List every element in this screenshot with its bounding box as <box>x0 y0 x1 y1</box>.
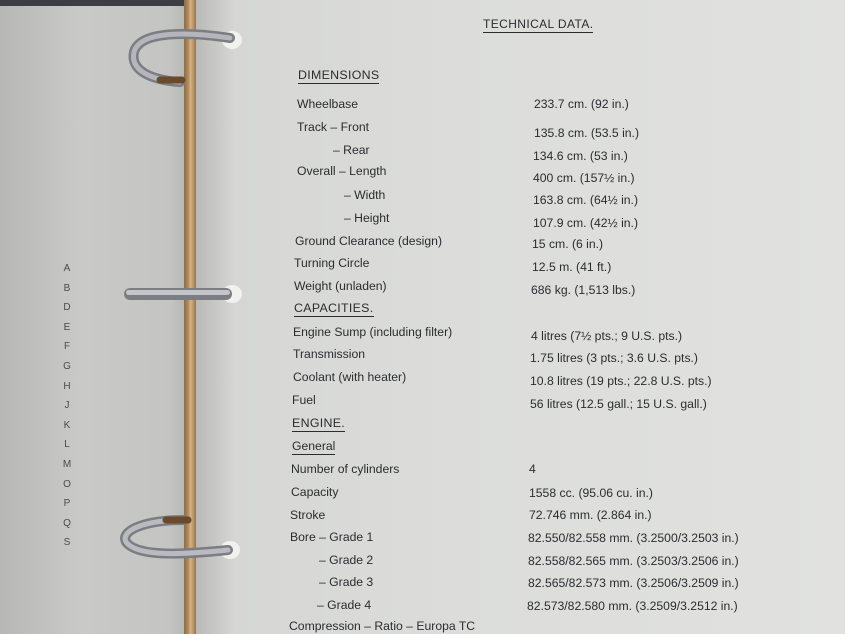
spec-label: Fuel <box>292 393 316 407</box>
spec-value: 72.746 mm. (2.864 in.) <box>529 508 652 522</box>
page-title: TECHNICAL DATA. <box>483 17 594 31</box>
spec-value: 82.573/82.580 mm. (3.2509/3.2512 in.) <box>527 599 738 613</box>
spec-value: 4 <box>529 462 536 476</box>
index-letter: P <box>63 498 71 510</box>
spec-label: – Grade 2 <box>319 553 374 567</box>
spec-label: Coolant (with heater) <box>293 370 407 384</box>
spec-label: Capacity <box>291 485 339 499</box>
spec-label: – Rear <box>333 143 370 157</box>
spec-label: Compression – Ratio – Europa TC <box>289 619 476 633</box>
spec-value: 15 cm. (6 in.) <box>532 237 604 251</box>
index-letter: O <box>63 478 71 490</box>
spec-label: Weight (unladen) <box>294 279 387 293</box>
spec-value: 1.75 litres (3 pts.; 3.6 U.S. pts.) <box>530 351 698 365</box>
spec-label: Number of cylinders <box>291 462 400 476</box>
section-heading-engine: ENGINE. <box>292 416 346 430</box>
spec-value: 686 kg. (1,513 lbs.) <box>531 283 636 297</box>
spec-label: Engine Sump (including filter) <box>293 325 453 339</box>
spec-label: – Grade 4 <box>317 598 372 612</box>
spec-value: 82.550/82.558 mm. (3.2500/3.2503 in.) <box>528 531 739 545</box>
spec-value: 82.565/82.573 mm. (3.2506/3.2509 in.) <box>528 576 739 590</box>
index-letter: F <box>63 341 71 353</box>
index-letter: L <box>64 439 70 451</box>
spec-value: 134.6 cm. (53 in.) <box>533 149 628 163</box>
spec-value: 135.8 cm. (53.5 in.) <box>534 126 639 140</box>
spec-value: 12.5 m. (41 ft.) <box>532 260 612 274</box>
subsection-heading-general: General <box>292 439 336 453</box>
spec-label: – Height <box>344 211 390 225</box>
section-heading-dimensions: DIMENSIONS <box>298 68 380 82</box>
spec-value: 107.9 cm. (42½ in.) <box>533 216 638 230</box>
spec-label: – Grade 3 <box>319 575 374 589</box>
spec-value: 163.8 cm. (64½ in.) <box>533 193 638 207</box>
index-letter: D <box>63 302 71 314</box>
index-letter: Q <box>63 517 71 529</box>
spec-value: 56 litres (12.5 gall.; 15 U.S. gall.) <box>530 397 707 411</box>
spec-value: 10.8 litres (19 pts.; 22.8 U.S. pts.) <box>530 374 712 388</box>
index-letter: E <box>63 321 71 333</box>
spec-label: Stroke <box>290 508 326 522</box>
spec-value: 233.7 cm. (92 in.) <box>534 97 629 111</box>
index-letter: J <box>64 400 70 412</box>
spec-label: Turning Circle <box>294 256 370 270</box>
index-letter: B <box>63 282 71 294</box>
spec-label: Transmission <box>293 347 366 361</box>
index-letter: A <box>63 263 71 274</box>
spec-label: Wheelbase <box>297 97 358 111</box>
spec-label: Ground Clearance (design) <box>295 234 443 248</box>
spec-value: 82.558/82.565 mm. (3.2503/3.2506 in.) <box>528 554 739 568</box>
spec-label: Bore – Grade 1 <box>290 530 374 544</box>
spec-value: 4 litres (7½ pts.; 9 U.S. pts.) <box>531 329 683 343</box>
index-letter: M <box>62 458 72 470</box>
index-letter: G <box>63 360 71 372</box>
section-heading-capacities: CAPACITIES. <box>294 301 374 315</box>
spec-label: – Width <box>344 188 386 202</box>
index-letter: S <box>63 537 71 549</box>
spec-value: 400 cm. (157½ in.) <box>533 171 635 185</box>
index-letter: H <box>63 380 71 392</box>
index-letter: K <box>63 419 71 431</box>
spec-label: Track – Front <box>297 120 370 134</box>
spec-value: 1558 cc. (95.06 cu. in.) <box>529 486 653 500</box>
spec-label: Overall – Length <box>297 164 387 178</box>
